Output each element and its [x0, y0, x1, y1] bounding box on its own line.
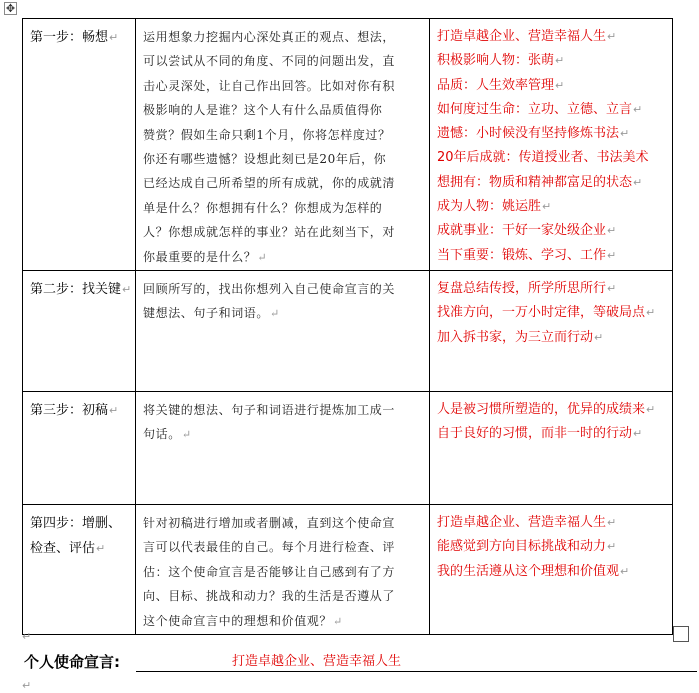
table-resize-handle[interactable] — [673, 626, 689, 642]
answer-line: 找准方向，一万小时定律，等破局点↵ — [437, 305, 656, 321]
step-description-cell[interactable] — [136, 392, 430, 505]
description-line: 你最重要的是什么？↵ — [143, 249, 268, 264]
answer-line: 能感觉到方向目标挑战和动力↵ — [437, 539, 617, 555]
answer-line: 20年后成就：传道授业者、书法美术 — [437, 150, 649, 166]
mission-statement-table — [22, 18, 673, 635]
step-label-cell[interactable] — [23, 271, 136, 392]
answer-line: 如何度过生命：立功、立德、立言↵ — [437, 101, 643, 117]
description-line: 极影响的人是谁？这个人有什么品质值得你 — [143, 103, 383, 118]
description-line: 将关键的想法、句子和词语进行提炼加工成一 — [143, 403, 396, 418]
description-line: 句话。↵ — [143, 427, 192, 442]
description-line: 人？你想成就怎样的事业？站在此刻当下，对 — [143, 225, 396, 240]
table-row — [23, 392, 673, 505]
description-line: 估：这个使命宣言是否能够让自己感到有了方 — [143, 564, 396, 579]
description-line: 赞赏？假如生命只剩1个月，你将怎样度过？ — [143, 127, 391, 142]
step-description-cell[interactable] — [136, 505, 430, 635]
answer-line: 我的生活遵从这个理想和价值观↵ — [437, 563, 630, 579]
table-row — [23, 271, 673, 392]
answer-line: 想拥有：物质和精神都富足的状态↵ — [437, 174, 643, 190]
step-label: 第二步：找关键↵ — [30, 282, 132, 298]
step-label: 检查、评估↵ — [30, 541, 106, 557]
paragraph-mark: ↵ — [22, 630, 32, 643]
answer-line: 成为人物：姚运胜↵ — [437, 199, 552, 215]
description-line: 这个使命宣言中的理想和价值观？↵ — [143, 613, 343, 628]
answer-line: 复盘总结传授，所学所思所行↵ — [437, 281, 617, 297]
description-line: 击心灵深处，让自己作出回答。比如对你有积 — [143, 78, 396, 93]
answer-line: 遗憾：小时候没有坚持修炼书法↵ — [437, 126, 630, 142]
step-label-cell[interactable] — [23, 392, 136, 505]
step-answer-cell[interactable] — [430, 19, 673, 271]
step-label-cell[interactable] — [23, 505, 136, 635]
step-label: 第三步：初稿↵ — [30, 403, 119, 419]
declaration-value[interactable]: 打造卓越企业、营造幸福人生 — [232, 654, 402, 669]
answer-line: 打造卓越企业、营造幸福人生↵ — [437, 515, 617, 531]
description-line: 向、目标、挑战和动力？我的生活是否遵从了 — [143, 589, 396, 604]
answer-line: 人是被习惯所塑造的，优异的成绩来↵ — [437, 402, 656, 418]
answer-line: 自于良好的习惯，而非一时的行动↵ — [437, 426, 643, 442]
paragraph-mark: ↵ — [22, 679, 32, 692]
description-line: 运用想象力挖掘内心深处真正的观点、想法， — [143, 30, 396, 44]
step-answer-cell[interactable] — [430, 505, 673, 635]
step-description-cell[interactable] — [136, 271, 430, 392]
answer-line: 打造卓越企业、营造幸福人生↵ — [437, 29, 617, 44]
description-line: 你还有哪些遗憾？设想此刻已是20年后，你 — [143, 152, 387, 167]
declaration-label: 个人使命宣言: — [24, 653, 120, 671]
step-label-cell[interactable] — [23, 19, 136, 271]
table-move-handle-icon[interactable]: ✥ — [5, 2, 16, 15]
description-line: 针对初稿进行增加或者删减，直到这个使命宣 — [143, 516, 396, 531]
table-row — [23, 505, 673, 635]
table-row — [23, 19, 673, 271]
description-line: 键想法、句子和词语。↵ — [143, 306, 280, 321]
answer-line: 成就事业：干好一家处级企业↵ — [437, 223, 617, 239]
description-line: 回顾所写的，找出你想列入自己使命宣言的关 — [143, 282, 396, 297]
answer-line: 当下重要：锻炼、学习、工作↵ — [437, 247, 617, 263]
description-line: 已经达成自己所希望的所有成就，你的成就清 — [143, 176, 396, 191]
description-line: 言可以代表最佳的自己。每个月进行检查、评 — [143, 540, 396, 555]
step-answer-cell[interactable] — [430, 392, 673, 505]
mission-declaration — [24, 652, 674, 674]
description-line: 可以尝试从不同的角度、不同的问题出发，直 — [143, 54, 396, 69]
step-answer-cell[interactable] — [430, 271, 673, 392]
answer-line: 积极影响人物：张萌↵ — [437, 53, 565, 69]
declaration-underline — [136, 671, 697, 672]
step-label: 第四步：增删、 — [30, 516, 122, 532]
step-description-cell[interactable] — [136, 19, 430, 271]
description-line: 单是什么？你想拥有什么？你想成为怎样的 — [143, 200, 383, 215]
step-label: 第一步：畅想↵ — [30, 30, 119, 45]
answer-line: 品质：人生效率管理↵ — [437, 77, 565, 93]
answer-line: 加入拆书家，为三立而行动↵ — [437, 329, 604, 345]
